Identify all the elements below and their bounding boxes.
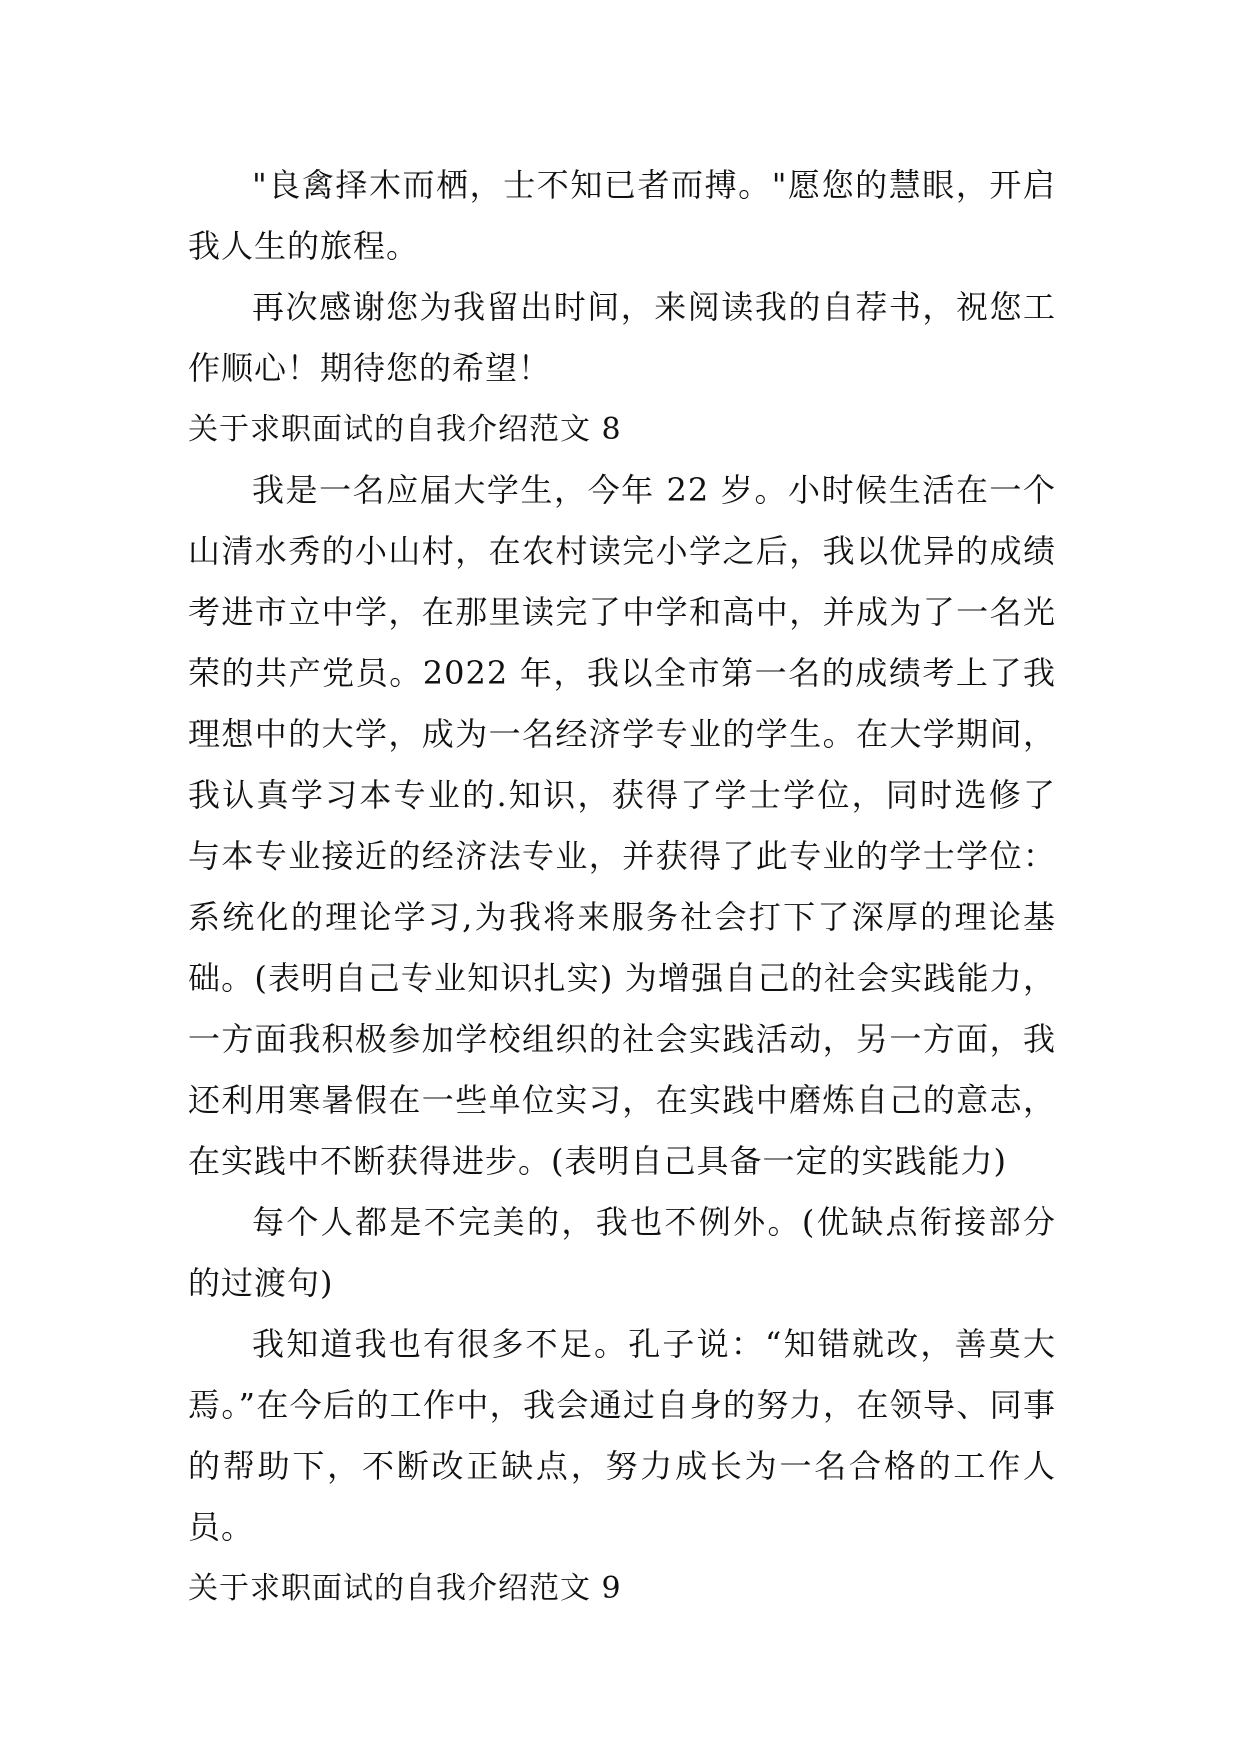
document-body — [188, 155, 1056, 1619]
transition-paragraph: 每个人都是不完美的，我也不例外。(优缺点衔接部分的过渡句) — [188, 1203, 1056, 1302]
closing-quote-paragraph: "良禽择木而栖，士不知已者而搏。"愿您的慧眼，开启我人生的旅程。 — [188, 166, 1056, 265]
shortcomings-paragraph: 我知道我也有很多不足。孔子说：“知错就改，善莫大焉。”在今后的工作中，我会通过自身的努力，在领导、同事的帮助下，不断改正缺点，努力成长为一名合格的工作人员。 — [188, 1325, 1056, 1546]
section-heading-9: 关于求职面试的自我介绍范文 9 — [188, 1571, 622, 1606]
thanks-paragraph: 再次感谢您为我留出时间，来阅读我的自荐书，祝您工作顺心！期待您的希望！ — [188, 288, 1056, 387]
intro-paragraph: 我是一名应届大学生，今年 22 岁。小时候生活在一个山清水秀的小山村，在农村读完小学之后，我以优异的成绩考进市立中学，在那里读完了中学和高中，并成为了一名光荣的共产党员。2022 年，我以全市第一名的成绩考上了我理想中的大学，成为一名经济学专业的学生。在大学期间，我认真学习本专业的.知识，获得了学士学位，同时选修了与本专业接近的经济法专业，并获得了此专业的学士学位：系统化的理论学习,为我将来服务社会打下了深厚的理论基础。(表明自己专业知识扎实) 为增强自己的社会实践能力，一方面我积极参加学校组织的社会实践活动，另一方面，我还利用寒暑假在一些单位实习，在实践中磨炼自己的意志，在实践中不断获得进步。(表明自己具备一定的实践能力) — [188, 471, 1056, 1180]
section-heading-8: 关于求职面试的自我介绍范文 8 — [188, 412, 622, 447]
